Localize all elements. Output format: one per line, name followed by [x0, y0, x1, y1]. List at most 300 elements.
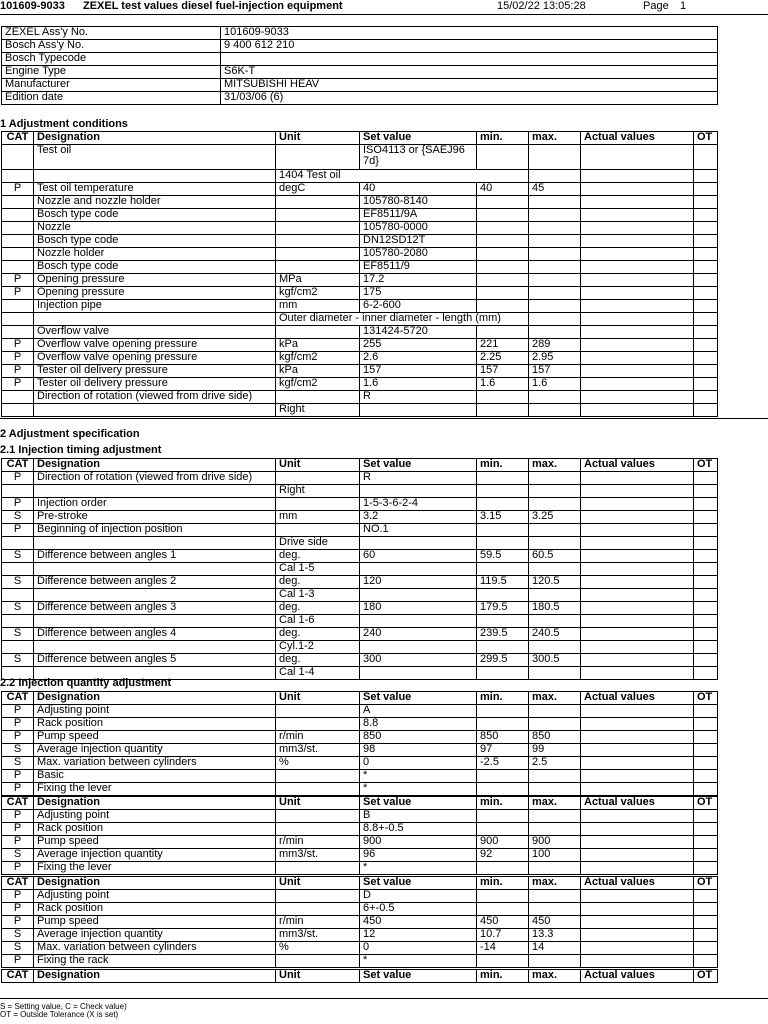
- table-row: [2, 352, 718, 365]
- max-cell: [529, 641, 581, 654]
- table-row: [2, 823, 718, 836]
- actual-values-cell: [581, 313, 694, 326]
- unit-cell: [276, 222, 360, 235]
- max-cell: [529, 955, 581, 968]
- cat-cell: [2, 391, 34, 404]
- set-value-cell: NO.1: [360, 524, 477, 537]
- set-value-cell: 98: [360, 744, 477, 757]
- ot-cell: [694, 731, 718, 744]
- actual-values-cell: [581, 836, 694, 849]
- set-value-cell: 40: [360, 183, 477, 196]
- min-cell: [477, 890, 529, 903]
- actual-values-cell: [581, 391, 694, 404]
- unit-cell: [276, 903, 360, 916]
- max-cell: [529, 222, 581, 235]
- doc-title: ZEXEL test values diesel fuel-injection equipment: [83, 0, 343, 12]
- cat-cell: [2, 145, 34, 170]
- cat-cell: P: [2, 836, 34, 849]
- table-row: [2, 183, 718, 196]
- page-header: [0, 0, 768, 14]
- designation-cell: Injection pipe: [34, 300, 276, 313]
- column-header: OT: [694, 797, 718, 810]
- set-value-cell: 255: [360, 339, 477, 352]
- actual-values-cell: [581, 602, 694, 615]
- max-cell: [529, 823, 581, 836]
- designation-cell: [34, 589, 276, 602]
- designation-cell: Overflow valve: [34, 326, 276, 339]
- designation-cell: Fixing the rack: [34, 955, 276, 968]
- table-row: [2, 628, 718, 641]
- cat-cell: [2, 248, 34, 261]
- injection-quantity-table-next: [1, 969, 718, 983]
- max-cell: 60.5: [529, 550, 581, 563]
- designation-cell: [34, 170, 276, 183]
- designation-cell: [34, 313, 276, 326]
- min-cell: [477, 248, 529, 261]
- table-row: [2, 378, 718, 391]
- set-value-cell: 0: [360, 757, 477, 770]
- designation-cell: Beginning of injection position: [34, 524, 276, 537]
- designation-cell: [34, 485, 276, 498]
- actual-values-cell: [581, 378, 694, 391]
- ot-cell: [694, 783, 718, 796]
- unit-cell: r/min: [276, 731, 360, 744]
- designation-cell: Overflow valve opening pressure: [34, 339, 276, 352]
- column-header: Unit: [276, 877, 360, 890]
- column-header: max.: [529, 970, 581, 983]
- cat-cell: P: [2, 718, 34, 731]
- table-row: [2, 718, 718, 731]
- min-cell: [477, 563, 529, 576]
- max-cell: [529, 498, 581, 511]
- table-row: [2, 602, 718, 615]
- ot-cell: [694, 537, 718, 550]
- max-cell: [529, 287, 581, 300]
- ot-cell: [694, 942, 718, 955]
- column-header: Designation: [34, 459, 276, 472]
- max-cell: [529, 890, 581, 903]
- injection-quantity-table-b: [1, 796, 718, 875]
- designation-cell: Nozzle and nozzle holder: [34, 196, 276, 209]
- ot-cell: [694, 274, 718, 287]
- table-row: [2, 498, 718, 511]
- unit-cell: deg.: [276, 654, 360, 667]
- ot-cell: [694, 472, 718, 485]
- column-header: CAT: [2, 797, 34, 810]
- designation-cell: Difference between angles 5: [34, 654, 276, 667]
- set-value-cell: 240: [360, 628, 477, 641]
- ot-cell: [694, 836, 718, 849]
- set-value-cell: 850: [360, 731, 477, 744]
- ot-cell: [694, 744, 718, 757]
- set-value-cell: [360, 589, 477, 602]
- max-cell: 900: [529, 836, 581, 849]
- designation-cell: Nozzle holder: [34, 248, 276, 261]
- actual-values-cell: [581, 783, 694, 796]
- min-cell: [477, 326, 529, 339]
- set-value-cell: 450: [360, 916, 477, 929]
- designation-cell: Bosch type code: [34, 235, 276, 248]
- column-header: max.: [529, 132, 581, 145]
- injection-timing-table: [1, 458, 718, 680]
- max-cell: [529, 667, 581, 680]
- min-cell: [477, 391, 529, 404]
- unit-cell: [276, 261, 360, 274]
- max-cell: [529, 326, 581, 339]
- column-header: Actual values: [581, 132, 694, 145]
- max-cell: [529, 300, 581, 313]
- min-cell: 10.7: [477, 929, 529, 942]
- actual-values-cell: [581, 890, 694, 903]
- table-header-row: [2, 970, 718, 983]
- set-value-cell: [360, 641, 477, 654]
- table-row: [2, 563, 718, 576]
- designation-cell: Rack position: [34, 903, 276, 916]
- column-header: CAT: [2, 877, 34, 890]
- unit-cell: [276, 145, 360, 170]
- max-cell: 300.5: [529, 654, 581, 667]
- table-row: [2, 654, 718, 667]
- ot-cell: [694, 916, 718, 929]
- max-cell: 2.5: [529, 757, 581, 770]
- designation-cell: Average injection quantity: [34, 744, 276, 757]
- actual-values-cell: [581, 498, 694, 511]
- set-value-cell: 17.2: [360, 274, 477, 287]
- max-cell: 100: [529, 849, 581, 862]
- header-divider: [0, 14, 768, 15]
- actual-values-cell: [581, 365, 694, 378]
- designation-cell: Fixing the lever: [34, 862, 276, 875]
- set-value-cell: *: [360, 770, 477, 783]
- cat-cell: [2, 300, 34, 313]
- cat-cell: P: [2, 823, 34, 836]
- table-header-row: [2, 692, 718, 705]
- max-cell: [529, 472, 581, 485]
- ot-cell: [694, 550, 718, 563]
- cat-cell: [2, 235, 34, 248]
- table-row: [2, 235, 718, 248]
- table-row: [2, 485, 718, 498]
- max-cell: [529, 404, 581, 417]
- min-cell: [477, 589, 529, 602]
- set-value-cell: DN12SD12T: [360, 235, 477, 248]
- injection-quantity-table-a: [1, 691, 718, 796]
- table-row: [2, 209, 718, 222]
- page-number: 1: [680, 0, 687, 12]
- designation-cell: Tester oil delivery pressure: [34, 378, 276, 391]
- set-value-cell: 6+-0.5: [360, 903, 477, 916]
- actual-values-cell: [581, 641, 694, 654]
- unit-cell: mm3/st.: [276, 849, 360, 862]
- designation-cell: [34, 537, 276, 550]
- unit-cell: deg.: [276, 628, 360, 641]
- ot-cell: [694, 705, 718, 718]
- doc-id: 101609-9033: [0, 0, 65, 12]
- cat-cell: P: [2, 274, 34, 287]
- ot-cell: [694, 757, 718, 770]
- table-row: [2, 890, 718, 903]
- column-header: OT: [694, 877, 718, 890]
- designation-cell: Direction of rotation (viewed from drive side): [34, 391, 276, 404]
- max-cell: 99: [529, 744, 581, 757]
- table-row: [2, 929, 718, 942]
- set-value-cell: 105780-2080: [360, 248, 477, 261]
- table-row: [2, 391, 718, 404]
- designation-cell: Bosch type code: [34, 261, 276, 274]
- min-cell: [477, 485, 529, 498]
- cat-cell: P: [2, 378, 34, 391]
- info-row: [2, 40, 718, 53]
- set-value-cell: 157: [360, 365, 477, 378]
- min-cell: [477, 770, 529, 783]
- min-cell: [477, 705, 529, 718]
- unit-cell: [276, 770, 360, 783]
- column-header: min.: [477, 877, 529, 890]
- min-cell: 157: [477, 365, 529, 378]
- ot-cell: [694, 849, 718, 862]
- designation-cell: Average injection quantity: [34, 929, 276, 942]
- ot-cell: [694, 862, 718, 875]
- column-header: min.: [477, 459, 529, 472]
- column-header: CAT: [2, 459, 34, 472]
- cat-cell: P: [2, 903, 34, 916]
- info-row: [2, 79, 718, 92]
- min-cell: [477, 667, 529, 680]
- column-header: Actual values: [581, 877, 694, 890]
- section-injection-quantity: 2.2 Injection quantity adjustment: [0, 677, 172, 689]
- set-value-cell: A: [360, 705, 477, 718]
- set-value-cell: R: [360, 391, 477, 404]
- cat-cell: S: [2, 942, 34, 955]
- designation-cell: Fixing the lever: [34, 783, 276, 796]
- set-value-cell: *: [360, 955, 477, 968]
- max-cell: [529, 261, 581, 274]
- designation-cell: Pump speed: [34, 836, 276, 849]
- cat-cell: S: [2, 602, 34, 615]
- column-header: Actual values: [581, 459, 694, 472]
- max-cell: [529, 770, 581, 783]
- table-row: [2, 365, 718, 378]
- min-cell: 119.5: [477, 576, 529, 589]
- min-cell: [477, 862, 529, 875]
- ot-cell: [694, 183, 718, 196]
- table-row: [2, 145, 718, 170]
- table-row: [2, 511, 718, 524]
- section-injection-timing: 2.1 Injection timing adjustment: [0, 444, 162, 456]
- unit-cell: kgf/cm2: [276, 352, 360, 365]
- info-label: Bosch Typecode: [2, 53, 221, 66]
- table-row: [2, 849, 718, 862]
- set-value-cell: 180: [360, 602, 477, 615]
- designation-cell: Test oil temperature: [34, 183, 276, 196]
- unit-cell: [276, 890, 360, 903]
- column-header: Set value: [360, 459, 477, 472]
- designation-cell: Adjusting point: [34, 705, 276, 718]
- column-header: OT: [694, 459, 718, 472]
- unit-cell: r/min: [276, 916, 360, 929]
- min-cell: [477, 615, 529, 628]
- max-cell: [529, 718, 581, 731]
- unit-cell: kgf/cm2: [276, 287, 360, 300]
- set-value-cell: 131424-5720: [360, 326, 477, 339]
- cat-cell: P: [2, 183, 34, 196]
- ot-cell: [694, 378, 718, 391]
- injection-quantity-table-d: [1, 876, 718, 968]
- table-header-row: [2, 797, 718, 810]
- unit-cell: [276, 718, 360, 731]
- unit-cell: Cal 1-4: [276, 667, 360, 680]
- designation-cell: Rack position: [34, 718, 276, 731]
- unit-cell: [276, 472, 360, 485]
- ot-cell: [694, 654, 718, 667]
- column-header: Designation: [34, 132, 276, 145]
- column-header: Designation: [34, 877, 276, 890]
- cat-cell: P: [2, 862, 34, 875]
- table-row: [2, 862, 718, 875]
- cat-cell: [2, 563, 34, 576]
- actual-values-cell: [581, 145, 694, 170]
- actual-values-cell: [581, 810, 694, 823]
- set-value-cell: 8.8+-0.5: [360, 823, 477, 836]
- min-cell: [477, 235, 529, 248]
- ot-cell: [694, 563, 718, 576]
- min-cell: [477, 537, 529, 550]
- unit-cell: [276, 955, 360, 968]
- cat-cell: P: [2, 731, 34, 744]
- column-header: OT: [694, 692, 718, 705]
- column-header: OT: [694, 132, 718, 145]
- min-cell: 179.5: [477, 602, 529, 615]
- column-header: Unit: [276, 970, 360, 983]
- actual-values-cell: [581, 404, 694, 417]
- designation-cell: [34, 641, 276, 654]
- actual-values-cell: [581, 757, 694, 770]
- ot-cell: [694, 955, 718, 968]
- set-value-cell: 96: [360, 849, 477, 862]
- ot-cell: [694, 404, 718, 417]
- column-header: CAT: [2, 692, 34, 705]
- designation-cell: Difference between angles 2: [34, 576, 276, 589]
- ot-cell: [694, 209, 718, 222]
- set-value-cell: 1-5-3-6-2-4: [360, 498, 477, 511]
- min-cell: [477, 209, 529, 222]
- unit-cell: [276, 823, 360, 836]
- column-header: max.: [529, 459, 581, 472]
- min-cell: [477, 823, 529, 836]
- min-cell: 1.6: [477, 378, 529, 391]
- actual-values-cell: [581, 524, 694, 537]
- cat-cell: [2, 196, 34, 209]
- unit-cell: mm3/st.: [276, 929, 360, 942]
- cat-cell: [2, 261, 34, 274]
- min-cell: 900: [477, 836, 529, 849]
- cat-cell: [2, 170, 34, 183]
- set-value-cell: 0: [360, 942, 477, 955]
- unit-cell: MPa: [276, 274, 360, 287]
- cat-cell: P: [2, 498, 34, 511]
- set-value-cell: [360, 563, 477, 576]
- info-label: Manufacturer: [2, 79, 221, 92]
- table-row: [2, 955, 718, 968]
- designation-cell: Opening pressure: [34, 287, 276, 300]
- table-row: [2, 810, 718, 823]
- unit-cell: degC: [276, 183, 360, 196]
- column-header: OT: [694, 970, 718, 983]
- column-header: min.: [477, 132, 529, 145]
- table-row: [2, 757, 718, 770]
- table-row: [2, 783, 718, 796]
- cat-cell: S: [2, 929, 34, 942]
- cat-cell: [2, 209, 34, 222]
- cat-cell: P: [2, 287, 34, 300]
- min-cell: 239.5: [477, 628, 529, 641]
- set-value-cell: [360, 485, 477, 498]
- info-row: [2, 53, 718, 66]
- set-value-cell: EF8511/9A: [360, 209, 477, 222]
- table-row: [2, 300, 718, 313]
- min-cell: [477, 524, 529, 537]
- set-value-cell: 3.2: [360, 511, 477, 524]
- unit-cell: r/min: [276, 836, 360, 849]
- column-header: Set value: [360, 132, 477, 145]
- min-cell: 221: [477, 339, 529, 352]
- max-cell: 180.5: [529, 602, 581, 615]
- actual-values-cell: [581, 550, 694, 563]
- info-value: S6K-T: [221, 66, 718, 79]
- actual-values-cell: [581, 472, 694, 485]
- table-row: [2, 903, 718, 916]
- info-row: [2, 27, 718, 40]
- actual-values-cell: [581, 929, 694, 942]
- cat-cell: S: [2, 654, 34, 667]
- designation-cell: Basic: [34, 770, 276, 783]
- column-header: CAT: [2, 970, 34, 983]
- footer-divider: [0, 998, 768, 999]
- unit-cell: [276, 783, 360, 796]
- set-value-cell: B: [360, 810, 477, 823]
- unit-cell: mm: [276, 300, 360, 313]
- column-header: Designation: [34, 797, 276, 810]
- info-row: [2, 66, 718, 79]
- info-label: Engine Type: [2, 66, 221, 79]
- ot-cell: [694, 641, 718, 654]
- table-row: [2, 589, 718, 602]
- cat-cell: P: [2, 352, 34, 365]
- table-row: [2, 731, 718, 744]
- actual-values-cell: [581, 537, 694, 550]
- footer-legend-2: OT = Outside Tolerance (X is set): [0, 1010, 119, 1019]
- section-adjustment-specification: 2 Adjustment specification: [0, 428, 140, 440]
- cat-cell: S: [2, 757, 34, 770]
- actual-values-cell: [581, 196, 694, 209]
- max-cell: 450: [529, 916, 581, 929]
- ot-cell: [694, 602, 718, 615]
- actual-values-cell: [581, 916, 694, 929]
- min-cell: 59.5: [477, 550, 529, 563]
- ot-cell: [694, 365, 718, 378]
- designation-cell: Direction of rotation (viewed from drive side): [34, 472, 276, 485]
- actual-values-cell: [581, 352, 694, 365]
- actual-values-cell: [581, 485, 694, 498]
- designation-cell: Test oil: [34, 145, 276, 170]
- table-header-row: [2, 877, 718, 890]
- set-value-cell: [360, 537, 477, 550]
- set-value-cell: *: [360, 783, 477, 796]
- actual-values-cell: [581, 770, 694, 783]
- min-cell: 92: [477, 849, 529, 862]
- set-value-cell: R: [360, 472, 477, 485]
- actual-values-cell: [581, 654, 694, 667]
